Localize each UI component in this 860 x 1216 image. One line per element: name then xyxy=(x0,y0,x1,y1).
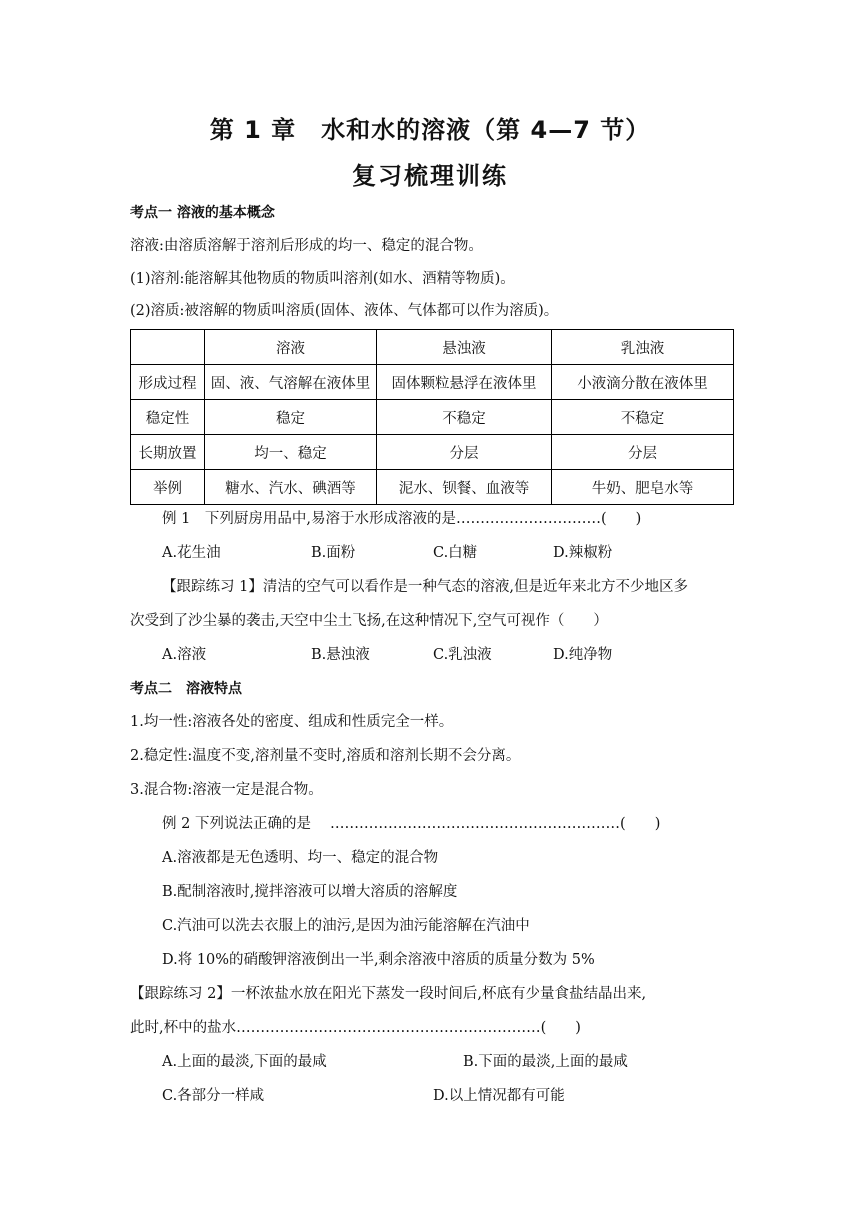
page-title: 第 1 章 水和水的溶液（第 4—7 节） xyxy=(209,116,651,144)
table-cell: 均一、稳定 xyxy=(205,435,377,470)
solvent-text: (1)溶剂:能溶解其他物质的物质叫溶剂(如水、酒精等物质)。 xyxy=(130,271,515,287)
table-header-cell xyxy=(131,330,205,365)
table-cell: 长期放置 xyxy=(131,435,205,470)
table-header-cell: 悬浊液 xyxy=(377,330,552,365)
practice1-option-c: C.乳浊液 xyxy=(433,647,492,663)
stability-text: 2.稳定性:温度不变,溶剂量不变时,溶质和溶剂长期不会分离。 xyxy=(130,748,521,764)
table-cell: 稳定 xyxy=(205,400,377,435)
uniformity-text: 1.均一性:溶液各处的密度、组成和性质完全一样。 xyxy=(130,714,454,730)
example2-option-c: C.汽油可以洗去衣服上的油污,是因为油污能溶解在汽油中 xyxy=(162,918,530,934)
solute-text: (2)溶质:被溶解的物质叫溶质(固体、液体、气体都可以作为溶质)。 xyxy=(130,303,559,319)
mixture-text: 3.混合物:溶液一定是混合物。 xyxy=(130,782,323,798)
table-cell: 不稳定 xyxy=(552,400,734,435)
table-row xyxy=(131,400,734,435)
example2-question: 例 2 下列说法正确的是 ……………………………………………………( ) xyxy=(162,816,661,832)
table-row xyxy=(131,435,734,470)
example1-option-b: B.面粉 xyxy=(311,545,356,561)
example1-option-c: C.白糖 xyxy=(433,545,478,561)
practice1-line1: 【跟踪练习 1】清洁的空气可以看作是一种气态的溶液,但是近年来北方不少地区多 xyxy=(162,579,688,595)
example1-option-a: A.花生油 xyxy=(162,545,221,561)
table-row xyxy=(131,470,734,505)
practice1-option-a: A.溶液 xyxy=(162,647,207,663)
practice2-option-a: A.上面的最淡,下面的最咸 xyxy=(162,1054,327,1070)
practice2-option-d: D.以上情况都有可能 xyxy=(433,1088,565,1104)
example1-question: 例 1 下列厨房用品中,易溶于水形成溶液的是…………………………( ) xyxy=(162,511,642,527)
table-row xyxy=(131,365,734,400)
table-cell: 形成过程 xyxy=(131,365,205,400)
table-cell: 分层 xyxy=(552,435,734,470)
section2-heading: 考点二 溶液特点 xyxy=(130,681,242,697)
example2-option-a: A.溶液都是无色透明、均一、稳定的混合物 xyxy=(162,850,439,866)
page-subtitle: 复习梳理训练 xyxy=(352,162,508,190)
example2-option-d: D.将 10%的硝酸钾溶液倒出一半,剩余溶液中溶质的质量分数为 5% xyxy=(162,952,595,968)
table-cell: 牛奶、肥皂水等 xyxy=(552,470,734,505)
section1-heading: 考点一 溶液的基本概念 xyxy=(130,205,275,221)
table-header-cell: 溶液 xyxy=(205,330,377,365)
practice2-line1: 【跟踪练习 2】一杯浓盐水放在阳光下蒸发一段时间后,杯底有少量食盐结晶出来, xyxy=(130,986,647,1002)
table-cell: 固体颗粒悬浮在液体里 xyxy=(377,365,552,400)
practice1-option-b: B.悬浊液 xyxy=(311,647,370,663)
table-cell: 小液滴分散在液体里 xyxy=(552,365,734,400)
practice1-option-d: D.纯净物 xyxy=(553,647,613,663)
example1-option-d: D.辣椒粉 xyxy=(553,545,613,561)
comparison-table xyxy=(130,329,734,505)
table-cell: 分层 xyxy=(377,435,552,470)
table-cell: 稳定性 xyxy=(131,400,205,435)
practice2-option-c: C.各部分一样咸 xyxy=(162,1088,265,1104)
table-cell: 泥水、钡餐、血液等 xyxy=(377,470,552,505)
table-cell: 不稳定 xyxy=(377,400,552,435)
table-cell: 糖水、汽水、碘酒等 xyxy=(205,470,377,505)
definition-text: 溶液:由溶质溶解于溶剂后形成的均一、稳定的混合物。 xyxy=(130,238,483,254)
example2-option-b: B.配制溶液时,搅拌溶液可以增大溶质的溶解度 xyxy=(162,884,458,900)
table-cell: 举例 xyxy=(131,470,205,505)
table-header-row xyxy=(131,330,734,365)
table-header-cell: 乳浊液 xyxy=(552,330,734,365)
practice2-option-b: B.下面的最淡,上面的最咸 xyxy=(463,1054,628,1070)
practice2-line2: 此时,杯中的盐水………………………………………………………( ) xyxy=(130,1020,581,1036)
practice1-line2: 次受到了沙尘暴的袭击,天空中尘土飞扬,在这种情况下,空气可视作（ ） xyxy=(130,613,608,629)
table-cell: 固、液、气溶解在液体里 xyxy=(205,365,377,400)
